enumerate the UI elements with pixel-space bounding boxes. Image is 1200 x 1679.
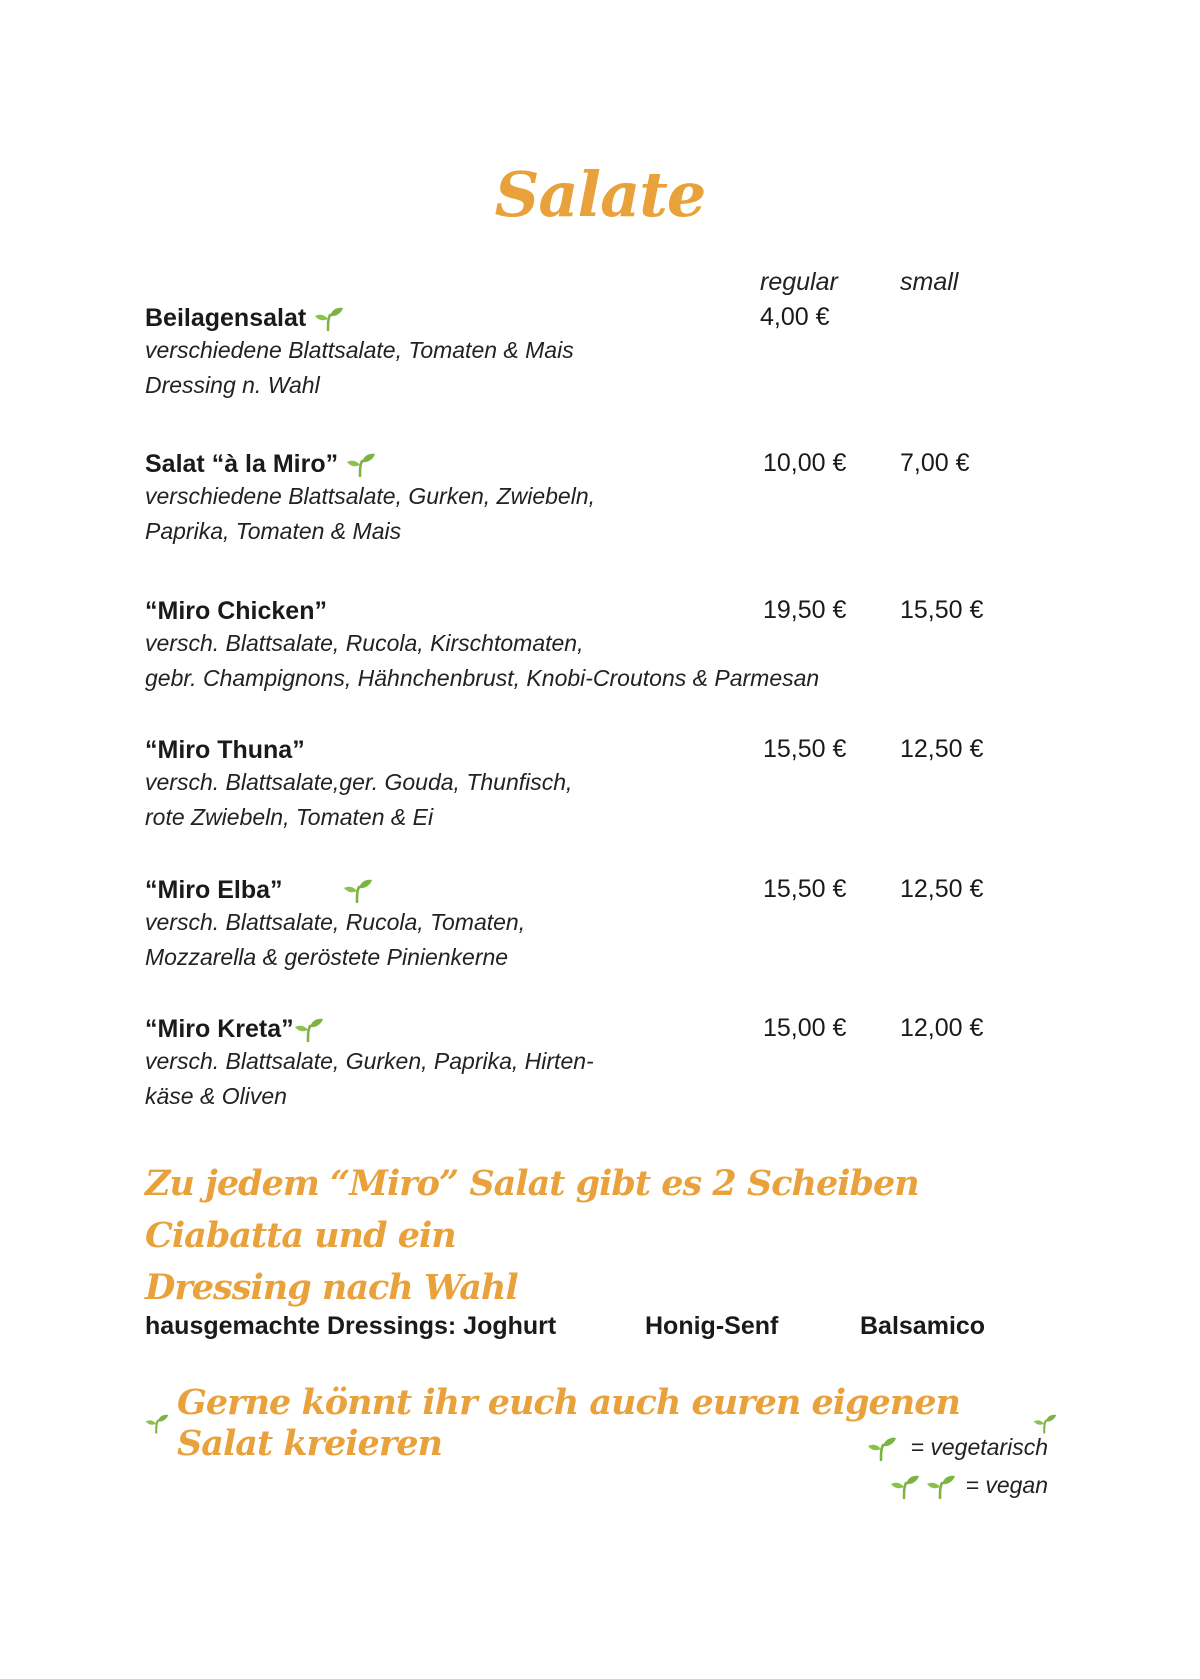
item-name: “Miro Chicken” (145, 596, 327, 625)
sprout-icon (867, 1435, 897, 1461)
item-name: Beilagensalat (145, 303, 307, 332)
price-regular: 4,00 € (760, 303, 830, 331)
item-description: gebr. Champignons, Hähnchenbrust, Knobi-Croutons & Parmesan (145, 665, 820, 691)
legend-label: = vegetarisch (910, 1434, 1048, 1460)
price-small: 12,00 € (900, 1014, 984, 1042)
item-description: verschiedene Blattsalate, Tomaten & Mais (145, 337, 574, 363)
menu-item (145, 596, 1065, 696)
menu-item (145, 303, 1065, 403)
menu-item (145, 1014, 1065, 1114)
sprout-icon (294, 1016, 324, 1042)
item-description: käse & Oliven (145, 1083, 287, 1109)
sprout-icon (145, 1410, 169, 1436)
sprout-icon (346, 451, 376, 477)
column-header-small: small (900, 268, 959, 296)
dressing-option: Honig-Senf (645, 1312, 779, 1340)
item-name: Salat “à la Miro” (145, 449, 339, 478)
legend-label: = vegan (965, 1472, 1048, 1498)
item-description: verschiedene Blattsalate, Gurken, Zwiebeln, (145, 483, 596, 509)
price-small: 12,50 € (900, 735, 984, 763)
sprout-icon (1033, 1410, 1057, 1436)
sprout-icon (343, 877, 373, 903)
item-description: versch. Blattsalate, Gurken, Paprika, Hirten- (145, 1048, 594, 1074)
menu-item (145, 449, 1065, 549)
own-salad-text: Gerne könnt ihr euch auch euren eigenen Salat kreieren (177, 1382, 960, 1464)
item-name: “Miro Kreta” (145, 1014, 294, 1043)
menu-item (145, 735, 1065, 835)
legend-vegetarian (867, 1434, 1048, 1461)
item-description: versch. Blattsalate, Rucola, Tomaten, (145, 909, 526, 935)
price-regular: 15,50 € (763, 735, 847, 763)
column-header-regular: regular (760, 268, 838, 296)
price-small: 7,00 € (900, 449, 970, 477)
item-name: “Miro Thuna” (145, 735, 305, 764)
item-description: Dressing n. Wahl (145, 372, 320, 398)
price-regular: 15,50 € (763, 875, 847, 903)
item-description: rote Zwiebeln, Tomaten & Ei (145, 804, 434, 830)
dressings-label: hausgemachte Dressings: Joghurt (145, 1312, 557, 1340)
sprout-icon (926, 1473, 956, 1499)
page-title: Salate (494, 158, 706, 231)
sprout-icon (314, 305, 344, 331)
price-small: 12,50 € (900, 875, 984, 903)
menu-item (145, 875, 1065, 975)
note-line: Zu jedem “Miro” Salat gibt es 2 Scheiben Ciabatta und ein (145, 1163, 919, 1256)
price-regular: 19,50 € (763, 596, 847, 624)
item-description: versch. Blattsalate, Rucola, Kirschtomaten, (145, 630, 584, 656)
note-line: Dressing nach Wahl (145, 1267, 518, 1308)
price-regular: 10,00 € (763, 449, 847, 477)
item-description: Mozzarella & geröstete Pinienkerne (145, 944, 509, 970)
ciabatta-note (145, 1158, 1065, 1314)
item-description: Paprika, Tomaten & Mais (145, 518, 402, 544)
dressing-option: Balsamico (860, 1312, 986, 1340)
item-description: versch. Blattsalate,ger. Gouda, Thunfisch, (145, 769, 573, 795)
price-regular: 15,00 € (763, 1014, 847, 1042)
price-small: 15,50 € (900, 596, 984, 624)
legend-vegan (890, 1472, 1049, 1499)
item-name: “Miro Elba” (145, 875, 283, 904)
sprout-icon (890, 1473, 920, 1499)
